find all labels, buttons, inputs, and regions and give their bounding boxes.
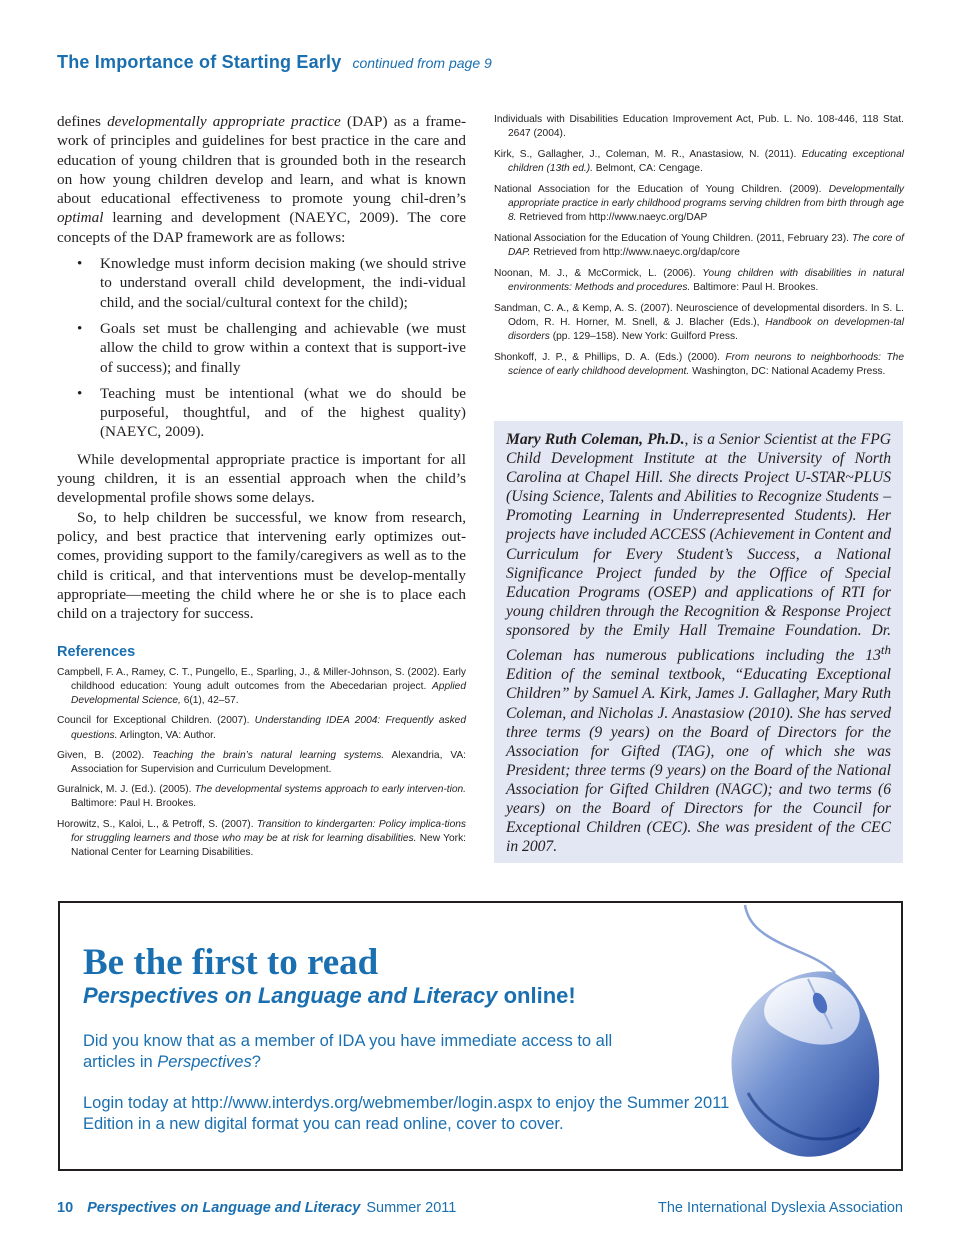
references-heading: References <box>57 644 136 661</box>
reference-entry: Individuals with Disabilities Education Improvement Act, Pub. L. No. 108-446, 118 Stat. 2647 (2004). <box>494 114 904 140</box>
reference-entry: National Association for the Education of Young Children. (2009). Developmentally appropriate practice in early childhood programs serving children from birth through age 8. Retrieved from http://www.naeyc.org/DAP <box>494 183 904 224</box>
ad-headline: Be the first to read <box>83 942 379 983</box>
ad-subheadline: Perspectives on Language and Literacy online! <box>83 983 576 1008</box>
references-list-continued <box>494 113 904 379</box>
reference-entry: Kirk, S., Gallagher, J., Coleman, M. R., Anastasiow, N. (2011). Educating exceptional children (13th ed.). Belmont, CA: Cengage. <box>494 148 904 175</box>
issue-label: Summer 2011 <box>366 1200 457 1216</box>
reference-entry: Noonan, M. J., & McCormick, L. (2006). Young children with disabilities in natural environments: Methods and procedures. Baltimore: Paul H. Brookes. <box>494 267 904 294</box>
dap-core-concepts-list <box>57 254 466 442</box>
reference-entry: Shonkoff, J. P., & Phillips, D. A. (Eds.) (2000). From neurons to neighborhoods: The science of early childhood development. Washington, DC: National Academy Press. <box>494 351 904 378</box>
reference-entry: National Association for the Education of Young Children. (2011, February 23). The core of DAP. Retrieved from http://www.naeyc.org/dap/core <box>494 232 904 259</box>
references-list <box>57 666 466 860</box>
reference-entry: Guralnick, M. J. (Ed.). (2005). The developmental systems approach to early interven-tion. Baltimore: Paul H. Brookes. <box>57 784 467 810</box>
author-bio-box: Mary Ruth Coleman, Ph.D., is a Senior Scientist at the FPG Child Development Institute at the University of North Carolina at Chapel Hill. She directs Project U-STAR~PLUS (Using Science, Talents and Abilities to Recognize Students – Promoting Learning in Underrepresented Students). Her projects have included ACCESS (Achievement in Content and Curriculum for Every Student’s Success, a National Significance Project funded by the Office of Special Education Programs (OSEP) and applications of RTI for young children through the Recognition & Response Project sponsored by the Emily Hall Tremaine Foundation. Dr. Coleman has numerous publications including the 13th Edition of the seminal textbook, “Educating Exceptional Children” by Samuel A. Kirk, James J. Gallagher, Mary Ruth Coleman, and Nicholas J. Anastasiow (2010). She has served three terms (9 years) on the Board of Directors for the Association for Gifted (TAG), one of which she was President; three terms (9 years) on the Board of the National Association for Gifted Children (NAGC); and two terms (6 years) on the Board of Directors for the Council for Exceptional Children (CEC). She was president of the CEC in 2007. <box>494 421 903 863</box>
computer-mouse-illustration <box>620 903 903 1171</box>
list-item: • Goals set must be challenging and achievable (we must allow the child to grow within a context that is support-ive of success); and finally <box>100 319 466 377</box>
reference-entry: Council for Exceptional Children. (2007). Understanding IDEA 2004: Frequently asked questions. Arlington, VA: Author. <box>57 715 467 741</box>
list-item: • Knowledge must inform decision making (we should strive to understand overall child development, the indi-vidual child, and the social/cultural context for the child); <box>100 254 466 312</box>
body-paragraph: While developmental appropriate practice is important for all young children, it is an essential approach when the child’s developmental profile shows some delays. <box>57 450 466 507</box>
article-title: The Importance of Starting Early <box>57 52 342 72</box>
ad-body-text: Did you know that as a member of IDA you have immediate access to all articles in Perspectives? <box>83 1032 613 1071</box>
list-item: • Teaching must be intentional (what we do should be purposeful, thoughtful, and of the highest quality) (NAEYC, 2009). <box>100 384 466 442</box>
reference-entry: Given, B. (2002). Teaching the brain’s natural learning systems. Alexandria, VA: Association for Supervision and Curriculum Development. <box>57 749 466 775</box>
reference-entry: Sandman, C. A., & Kemp, A. S. (2007). Neuroscience of developmental disorders. In S. L. Odom, R. H. Horner, M. Snell, & J. Blacher (Eds.), Handbook on developmen-tal disorders (pp. 129–158). New York: Guilford Press. <box>494 302 904 343</box>
reference-entry: Campbell, F. A., Ramey, C. T., Pungello, E., Sparling, J., & Miller-Johnson, S. (2002). Early childhood education: Young adult outcomes from the Abecedarian project. Applied Developmental Science, 6(1), 42–57. <box>57 666 466 707</box>
body-paragraph: defines developmentally appropriate practice (DAP) as a frame-work of principles and guidelines for best practice in the care and education of young children that is grounded both in the research on how young children develop and learn, and what is known about educational effectiveness to promote young chil-dren’s optimal learning and development (NAEYC, 2009). The core concepts of the DAP framework are as follows: <box>57 113 467 246</box>
continued-note: continued from page 9 <box>352 55 492 71</box>
online-access-advertisement <box>58 901 903 1171</box>
publication-name: Perspectives on Language and Literacy <box>87 1200 361 1216</box>
right-column <box>494 113 904 386</box>
page-footer <box>57 1200 903 1216</box>
page-number: 10 <box>57 1200 74 1216</box>
ad-login-text[interactable]: Login today at http://www.interdys.org/webmember/login.aspx to enjoy the Summer 2011 Edition in a new digital format you can read online, cover to cover. <box>83 1094 730 1133</box>
organization-name: The International Dyslexia Association <box>657 1200 903 1216</box>
left-column <box>57 112 466 866</box>
author-name: Mary Ruth Coleman, Ph.D. <box>506 431 685 448</box>
reference-entry: Horowitz, S., Kaloi, L., & Petroff, S. (2007). Transition to kindergarten: Policy implica-tions for struggling learners and those who may be at risk for learning disabilities. New York: National Center for Learning Disabilities. <box>57 818 466 858</box>
running-header <box>57 52 917 73</box>
body-paragraph: So, to help children be successful, we know from research, policy, and best practice that intervening early optimizes out-comes, providing support to the family/caregivers as well as to the child is critical, and that interventions must be develop-mentally appropriate—meeting the child where he or she is to place each child on a trajectory for success. <box>57 508 466 623</box>
